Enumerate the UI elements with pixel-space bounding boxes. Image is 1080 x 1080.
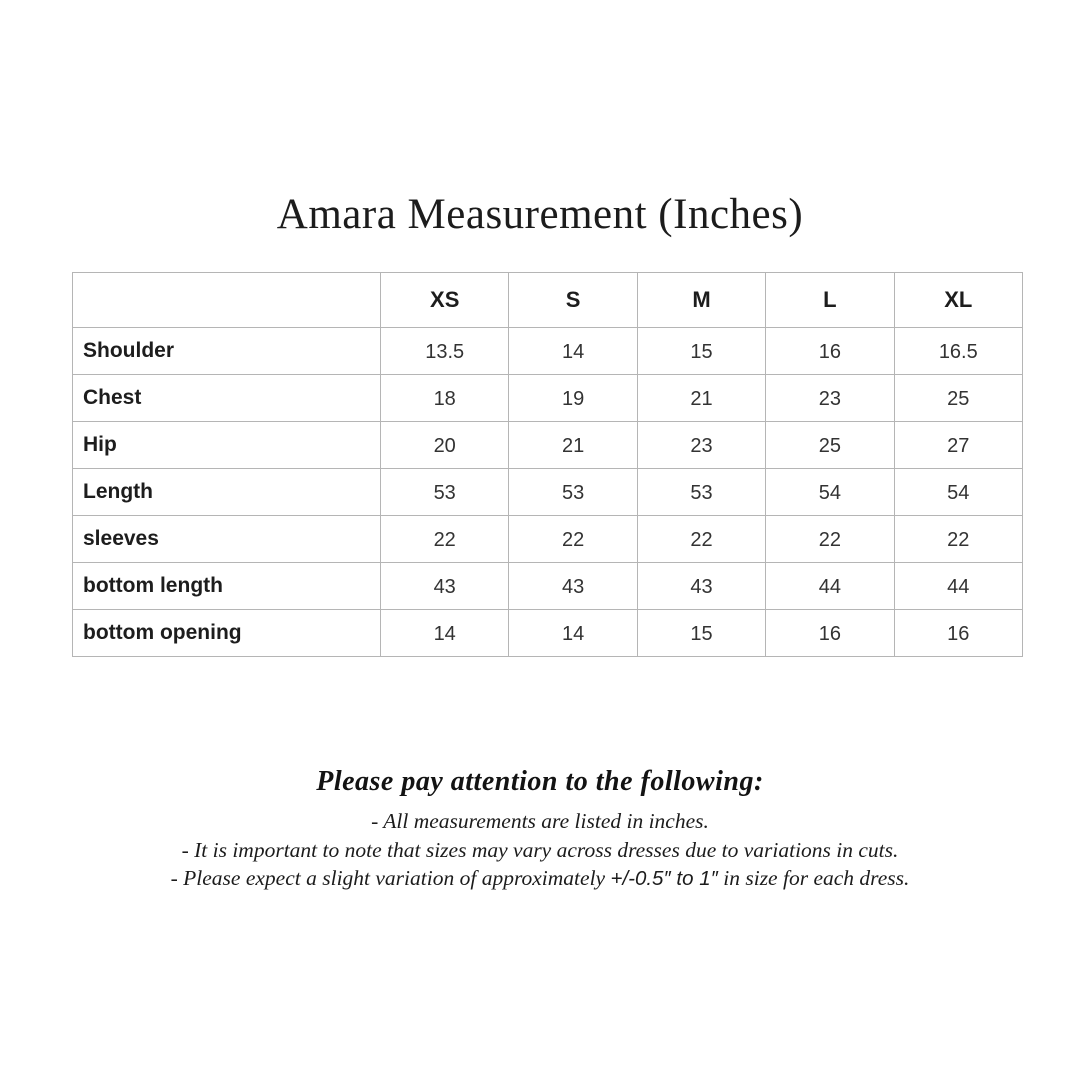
row-label: bottom length [73, 563, 381, 610]
measurement-value: 22 [766, 516, 894, 563]
measurement-value: 25 [766, 422, 894, 469]
row-label: Chest [73, 375, 381, 422]
row-label: Hip [73, 422, 381, 469]
measurement-value: 14 [381, 610, 509, 657]
size-col-header-m: M [637, 273, 765, 328]
measurement-value: 16 [894, 610, 1022, 657]
measurement-value: 19 [509, 375, 637, 422]
page-title: Amara Measurement (Inches) [276, 191, 804, 238]
note-line-2: - It is important to note that sizes may vary across dresses due to variations in cuts. [181, 837, 899, 862]
measurement-value: 21 [509, 422, 637, 469]
notes-heading: Please pay attention to the following: [316, 766, 764, 797]
size-col-header-xs: XS [381, 273, 509, 328]
measurement-value: 53 [509, 469, 637, 516]
measurement-value: 23 [766, 375, 894, 422]
measurement-value: 22 [637, 516, 765, 563]
measurement-value: 18 [381, 375, 509, 422]
measurement-value: 22 [381, 516, 509, 563]
row-label: bottom opening [73, 610, 381, 657]
measurement-value: 16.5 [894, 328, 1022, 375]
notes-section [0, 766, 1080, 894]
measurement-value: 53 [637, 469, 765, 516]
note-line-3-prefix: - Please expect a slight variation of approximately [170, 866, 611, 890]
measurement-value: 22 [509, 516, 637, 563]
measurement-value: 16 [766, 328, 894, 375]
note-line-1: - All measurements are listed in inches. [371, 809, 709, 833]
measurement-value: 53 [381, 469, 509, 516]
note-line-3-suffix: in size for each dress. [717, 866, 910, 890]
corner-cell [73, 273, 381, 328]
measurement-value: 25 [894, 375, 1022, 422]
table-row-hip [73, 422, 1023, 469]
measurement-value: 43 [381, 563, 509, 610]
measurement-value: 44 [766, 563, 894, 610]
measurement-value: 14 [509, 328, 637, 375]
table-row-sleeves [73, 516, 1023, 563]
table-row-chest [73, 375, 1023, 422]
measurement-value: 21 [637, 375, 765, 422]
size-col-header-l: L [766, 273, 894, 328]
measurement-value: 15 [637, 610, 765, 657]
row-label: Shoulder [73, 328, 381, 375]
measurement-table [72, 272, 1023, 657]
table-row-bottom-opening [73, 610, 1023, 657]
size-col-header-xl: XL [894, 273, 1022, 328]
measurement-value: 22 [894, 516, 1022, 563]
header-row [73, 273, 1023, 328]
measurement-value: 13.5 [381, 328, 509, 375]
row-label: Length [73, 469, 381, 516]
note-line-3-tolerance: +/-0.5″ to 1″ [610, 867, 718, 890]
measurement-value: 43 [509, 563, 637, 610]
row-label: sleeves [73, 516, 381, 563]
measurement-value: 27 [894, 422, 1022, 469]
table-row-shoulder [73, 328, 1023, 375]
measurement-value: 44 [894, 563, 1022, 610]
size-col-header-s: S [509, 273, 637, 328]
measurement-value: 43 [637, 563, 765, 610]
measurement-value: 20 [381, 422, 509, 469]
table-row-bottom-length [73, 563, 1023, 610]
measurement-value: 16 [766, 610, 894, 657]
measurement-value: 15 [637, 328, 765, 375]
note-line-3 [0, 864, 1080, 894]
table-row-length [73, 469, 1023, 516]
measurement-value: 54 [894, 469, 1022, 516]
measurement-value: 14 [509, 610, 637, 657]
measurement-value: 54 [766, 469, 894, 516]
measurement-value: 23 [637, 422, 765, 469]
